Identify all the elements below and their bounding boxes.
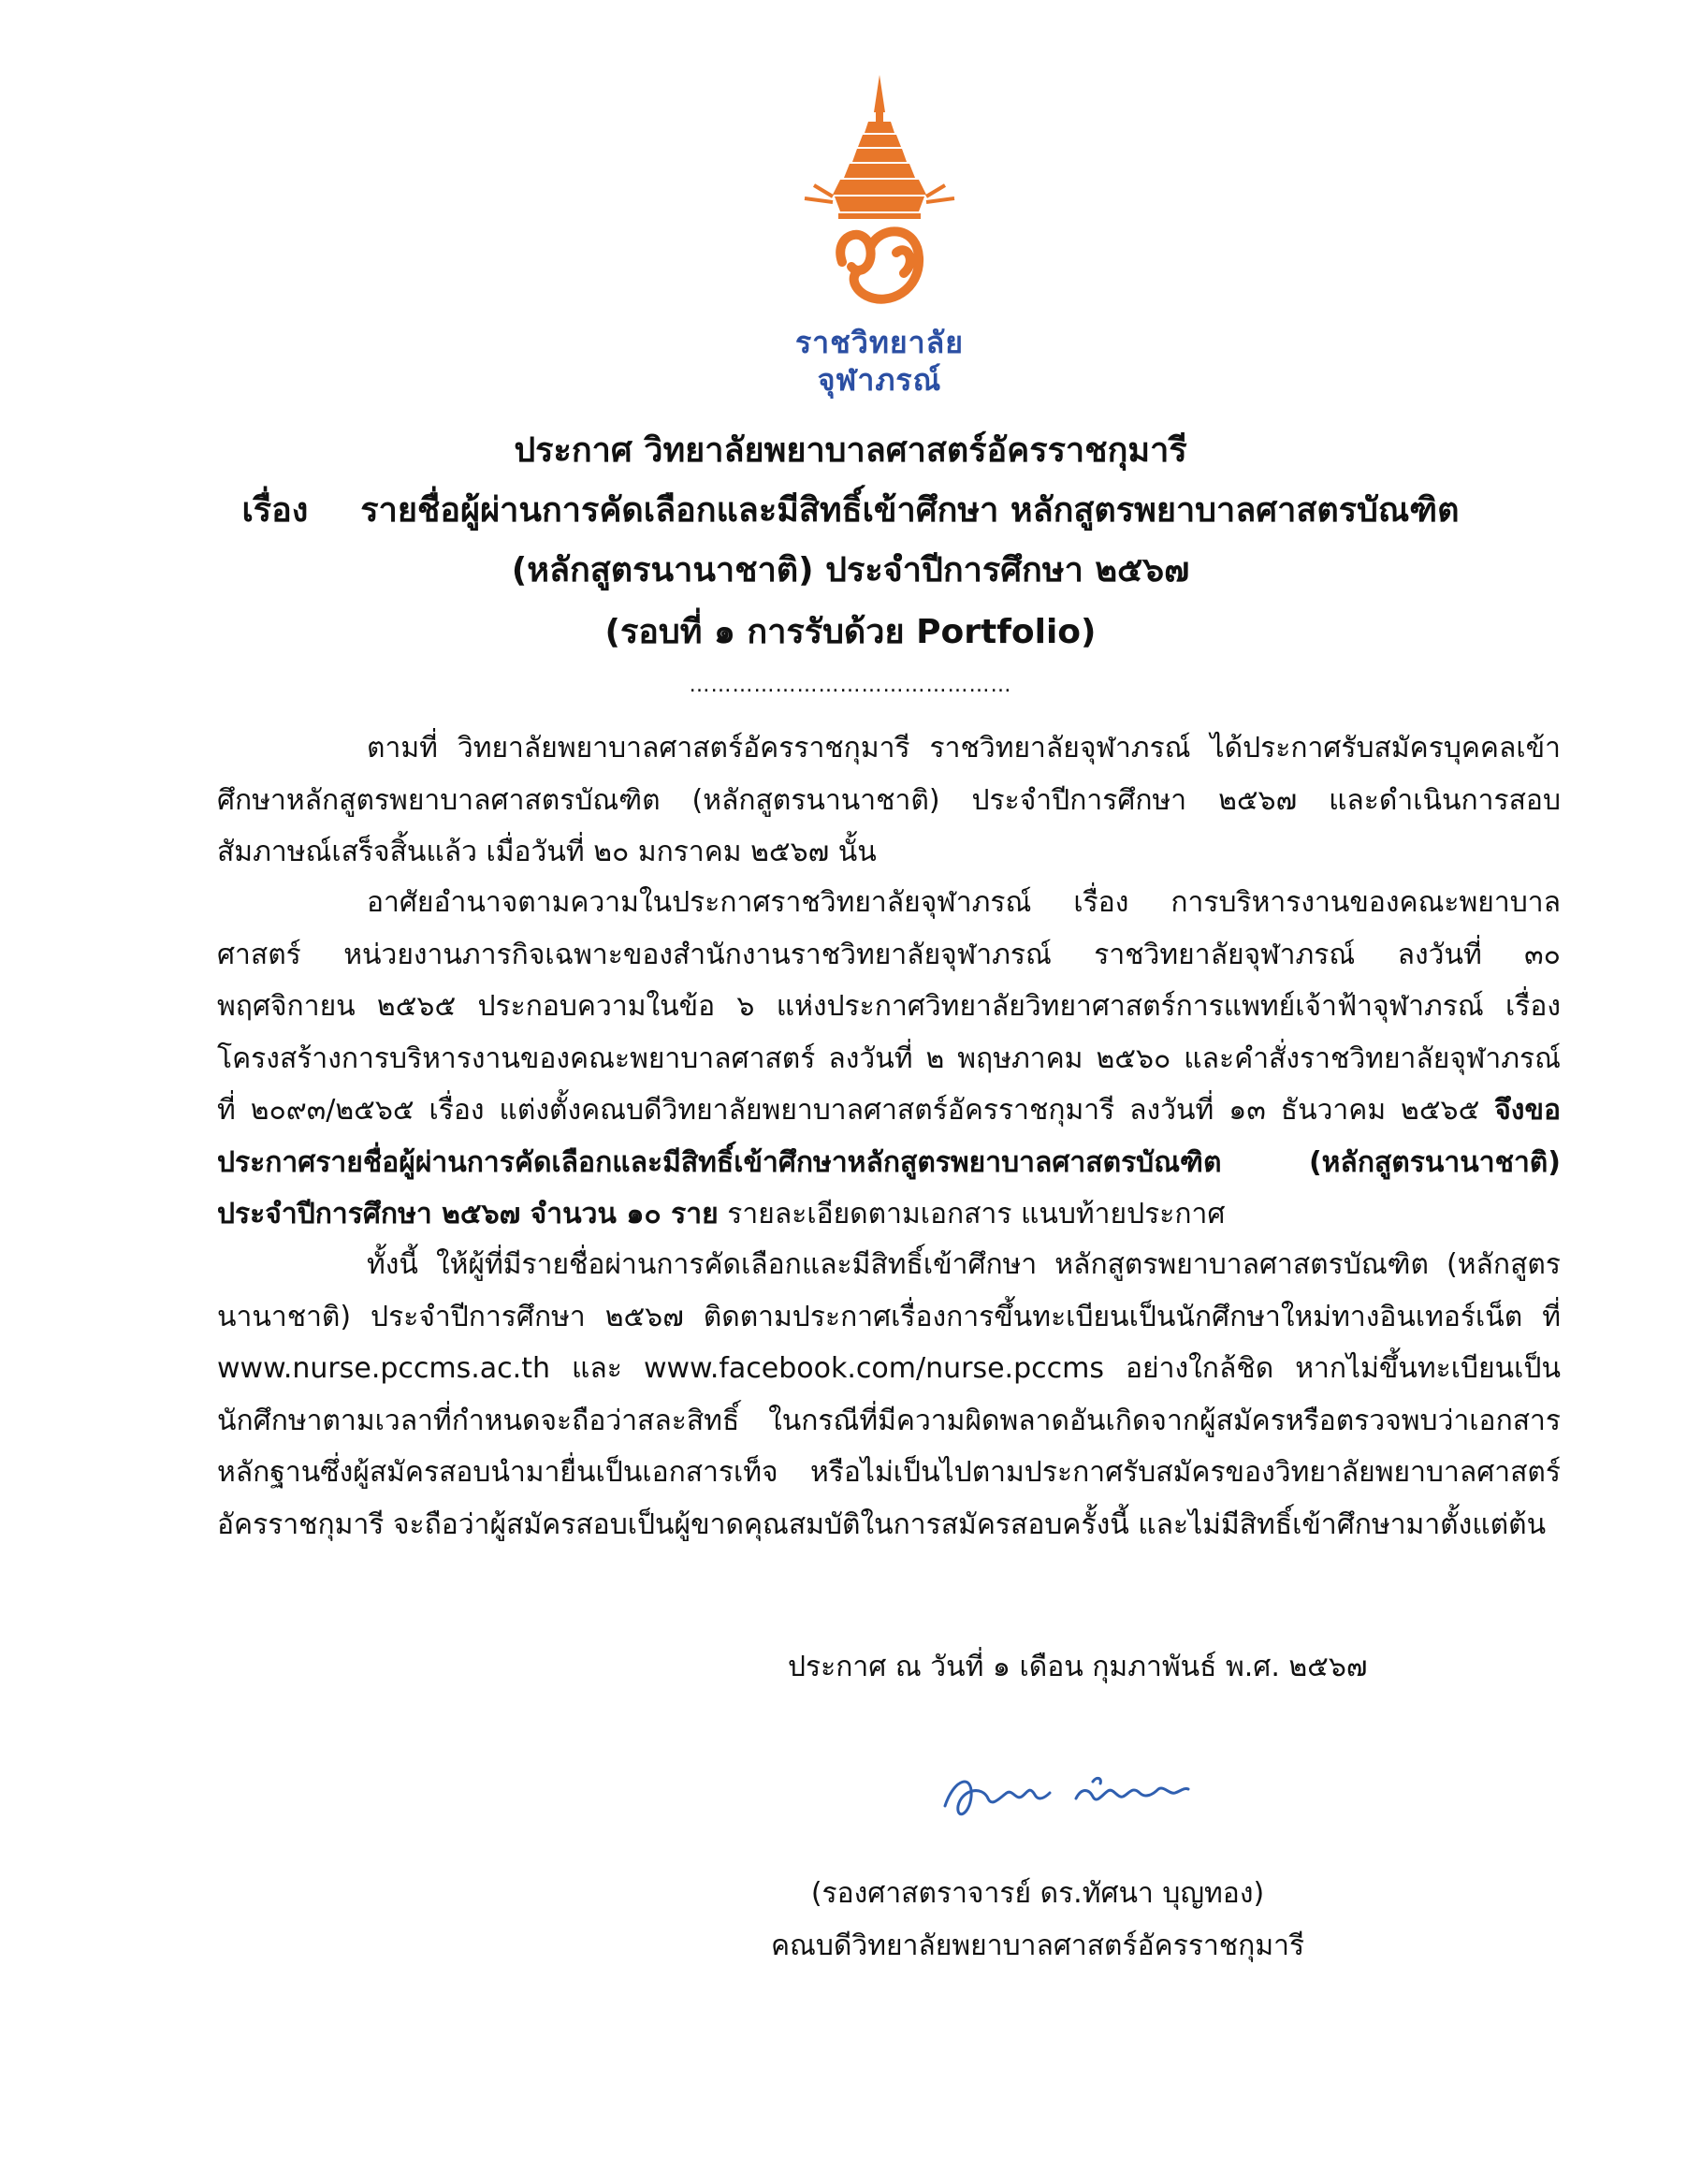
subject-text: รายชื่อผู้ผ่านการคัดเลือกและมีสิทธิ์เข้าศึกษา หลักสูตรพยาบาลศาสตรบัณฑิต xyxy=(360,491,1460,530)
announcement-title: ประกาศ วิทยาลัยพยาบาลศาสตร์อัครราชกุมารี xyxy=(514,431,1187,470)
paragraph-2-text: อาศัยอำนาจตามความในประกาศราชวิทยาลัยจุฬาภรณ์ เรื่อง การบริหารงานของคณะพยาบาลศาสตร์ หน่วยงานภารกิจเฉพาะของสำนักงานราชวิทยาลัยจุฬาภรณ์ ราชวิทยาลัยจุฬาภรณ์ ลงวันที่ ๓๐ พฤศจิกายน ๒๕๖๕ ประกอบความในข้อ ๖ แห่งประกาศวิทยาลัยวิทยาศาสตร์การแพทย์เจ้าฟ้าจุฬาภรณ์ เรื่อง โครงสร้างการบริหารงานของคณะพยาบาลศาสตร์ ลงวันที่ ๒ พฤษภาคม ๒๕๖๐ และคำสั่งราชวิทยาลัยจุฬาภรณ์ ที่ ๒๐๙๓/๒๕๖๕ เรื่อง แต่งตั้งคณบดีวิทยาลัยพยาบาลศาสตร์อัครราชกุมารี ลงวันที่ ๑๓ ธันวาคม ๒๕๖๕ xyxy=(217,886,1561,1127)
logo-text-line1: ราชวิทยาลัย xyxy=(794,325,964,360)
paragraph-2 xyxy=(217,877,1561,1241)
paragraph-1-text: ตามที่ วิทยาลัยพยาบาลศาสตร์อัครราชกุมารี ราชวิทยาลัยจุฬาภรณ์ ได้ประกาศรับสมัครบุคคลเข้าศึกษาหลักสูตรพยาบาลศาสตรบัณฑิต (หลักสูตรนานาชาติ) ประจำปีการศึกษา ๒๕๖๗ และดำเนินการสอบสัมภาษณ์เสร็จสิ้นแล้ว เมื่อวันที่ ๒๐ มกราคม ๒๕๖๗ นั้น xyxy=(217,732,1561,868)
college-logo xyxy=(777,75,982,404)
signatory-name: (รองศาสตราจารย์ ดร.ทัศนา บุญทอง) xyxy=(810,1877,1265,1910)
announcement-program: (หลักสูตรนานาชาติ) ประจำปีการศึกษา ๒๕๖๗ xyxy=(511,551,1190,590)
signatory-position: คณบดีวิทยาลัยพยาบาลศาสตร์อัครราชกุมารี xyxy=(770,1929,1305,1962)
handwritten-signature xyxy=(936,1740,1198,1834)
paragraph-2-bold: จึงขอประกาศรายชื่อผู้ผ่านการคัดเลือกและมีสิทธิ์เข้าศึกษาหลักสูตรพยาบาลศาสตรบัณฑิต (หลักสูตรนานาชาติ) ประจำปีการศึกษา ๒๕๖๗ จำนวน ๑๐ ราย xyxy=(217,1094,1561,1230)
announcement-date: ประกาศ ณ วันที่ ๑ เดือน กุมภาพันธ์ พ.ศ. ๒๕๖๗ xyxy=(788,1651,1368,1683)
announcement-subject xyxy=(0,483,1701,539)
paragraph-3 xyxy=(217,1239,1561,1551)
paragraph-3-text: ทั้งนี้ ให้ผู้ที่มีรายชื่อผ่านการคัดเลือกและมีสิทธิ์เข้าศึกษา หลักสูตรพยาบาลศาสตรบัณฑิต (หลักสูตรนานาชาติ) ประจำปีการศึกษา ๒๕๖๗ ติดตามประกาศเรื่องการขึ้นทะเบียนเป็นนักศึกษาใหม่ทางอินเทอร์เน็ต ที่ www.nurse.pccms.ac.th และ www.facebook.com/nurse.pccms อย่างใกล้ชิด หากไม่ขึ้นทะเบียนเป็นนักศึกษาตามเวลาที่กำหนดจะถือว่าสละสิทธิ์ ในกรณีที่มีความผิดพลาดอันเกิดจากผู้สมัครหรือตรวจพบว่าเอกสารหลักฐานซึ่งผู้สมัครสอบนำมายื่นเป็นเอกสารเท็จ หรือไม่เป็นไปตามประกาศรับสมัครของวิทยาลัยพยาบาลศาสตร์อัครราชกุมารี จะถือว่าผู้สมัครสอบเป็นผู้ขาดคุณสมบัติในการสมัครสอบครั้งนี้ และไม่มีสิทธิ์เข้าศึกษามาตั้งแต่ต้น xyxy=(217,1248,1561,1541)
logo-text-line2: จุฬาภรณ์ xyxy=(817,362,942,398)
royal-crown-emblem-icon xyxy=(777,75,982,328)
paragraph-1 xyxy=(217,722,1561,879)
subject-label: เรื่อง xyxy=(241,491,309,530)
paragraph-2-tail: รายละเอียดตามเอกสาร แนบท้ายประกาศ xyxy=(727,1198,1226,1230)
heading-divider: ……………………………………… xyxy=(689,674,1012,697)
announcement-round: (รอบที่ ๑ การรับด้วย Portfolio) xyxy=(604,613,1097,651)
